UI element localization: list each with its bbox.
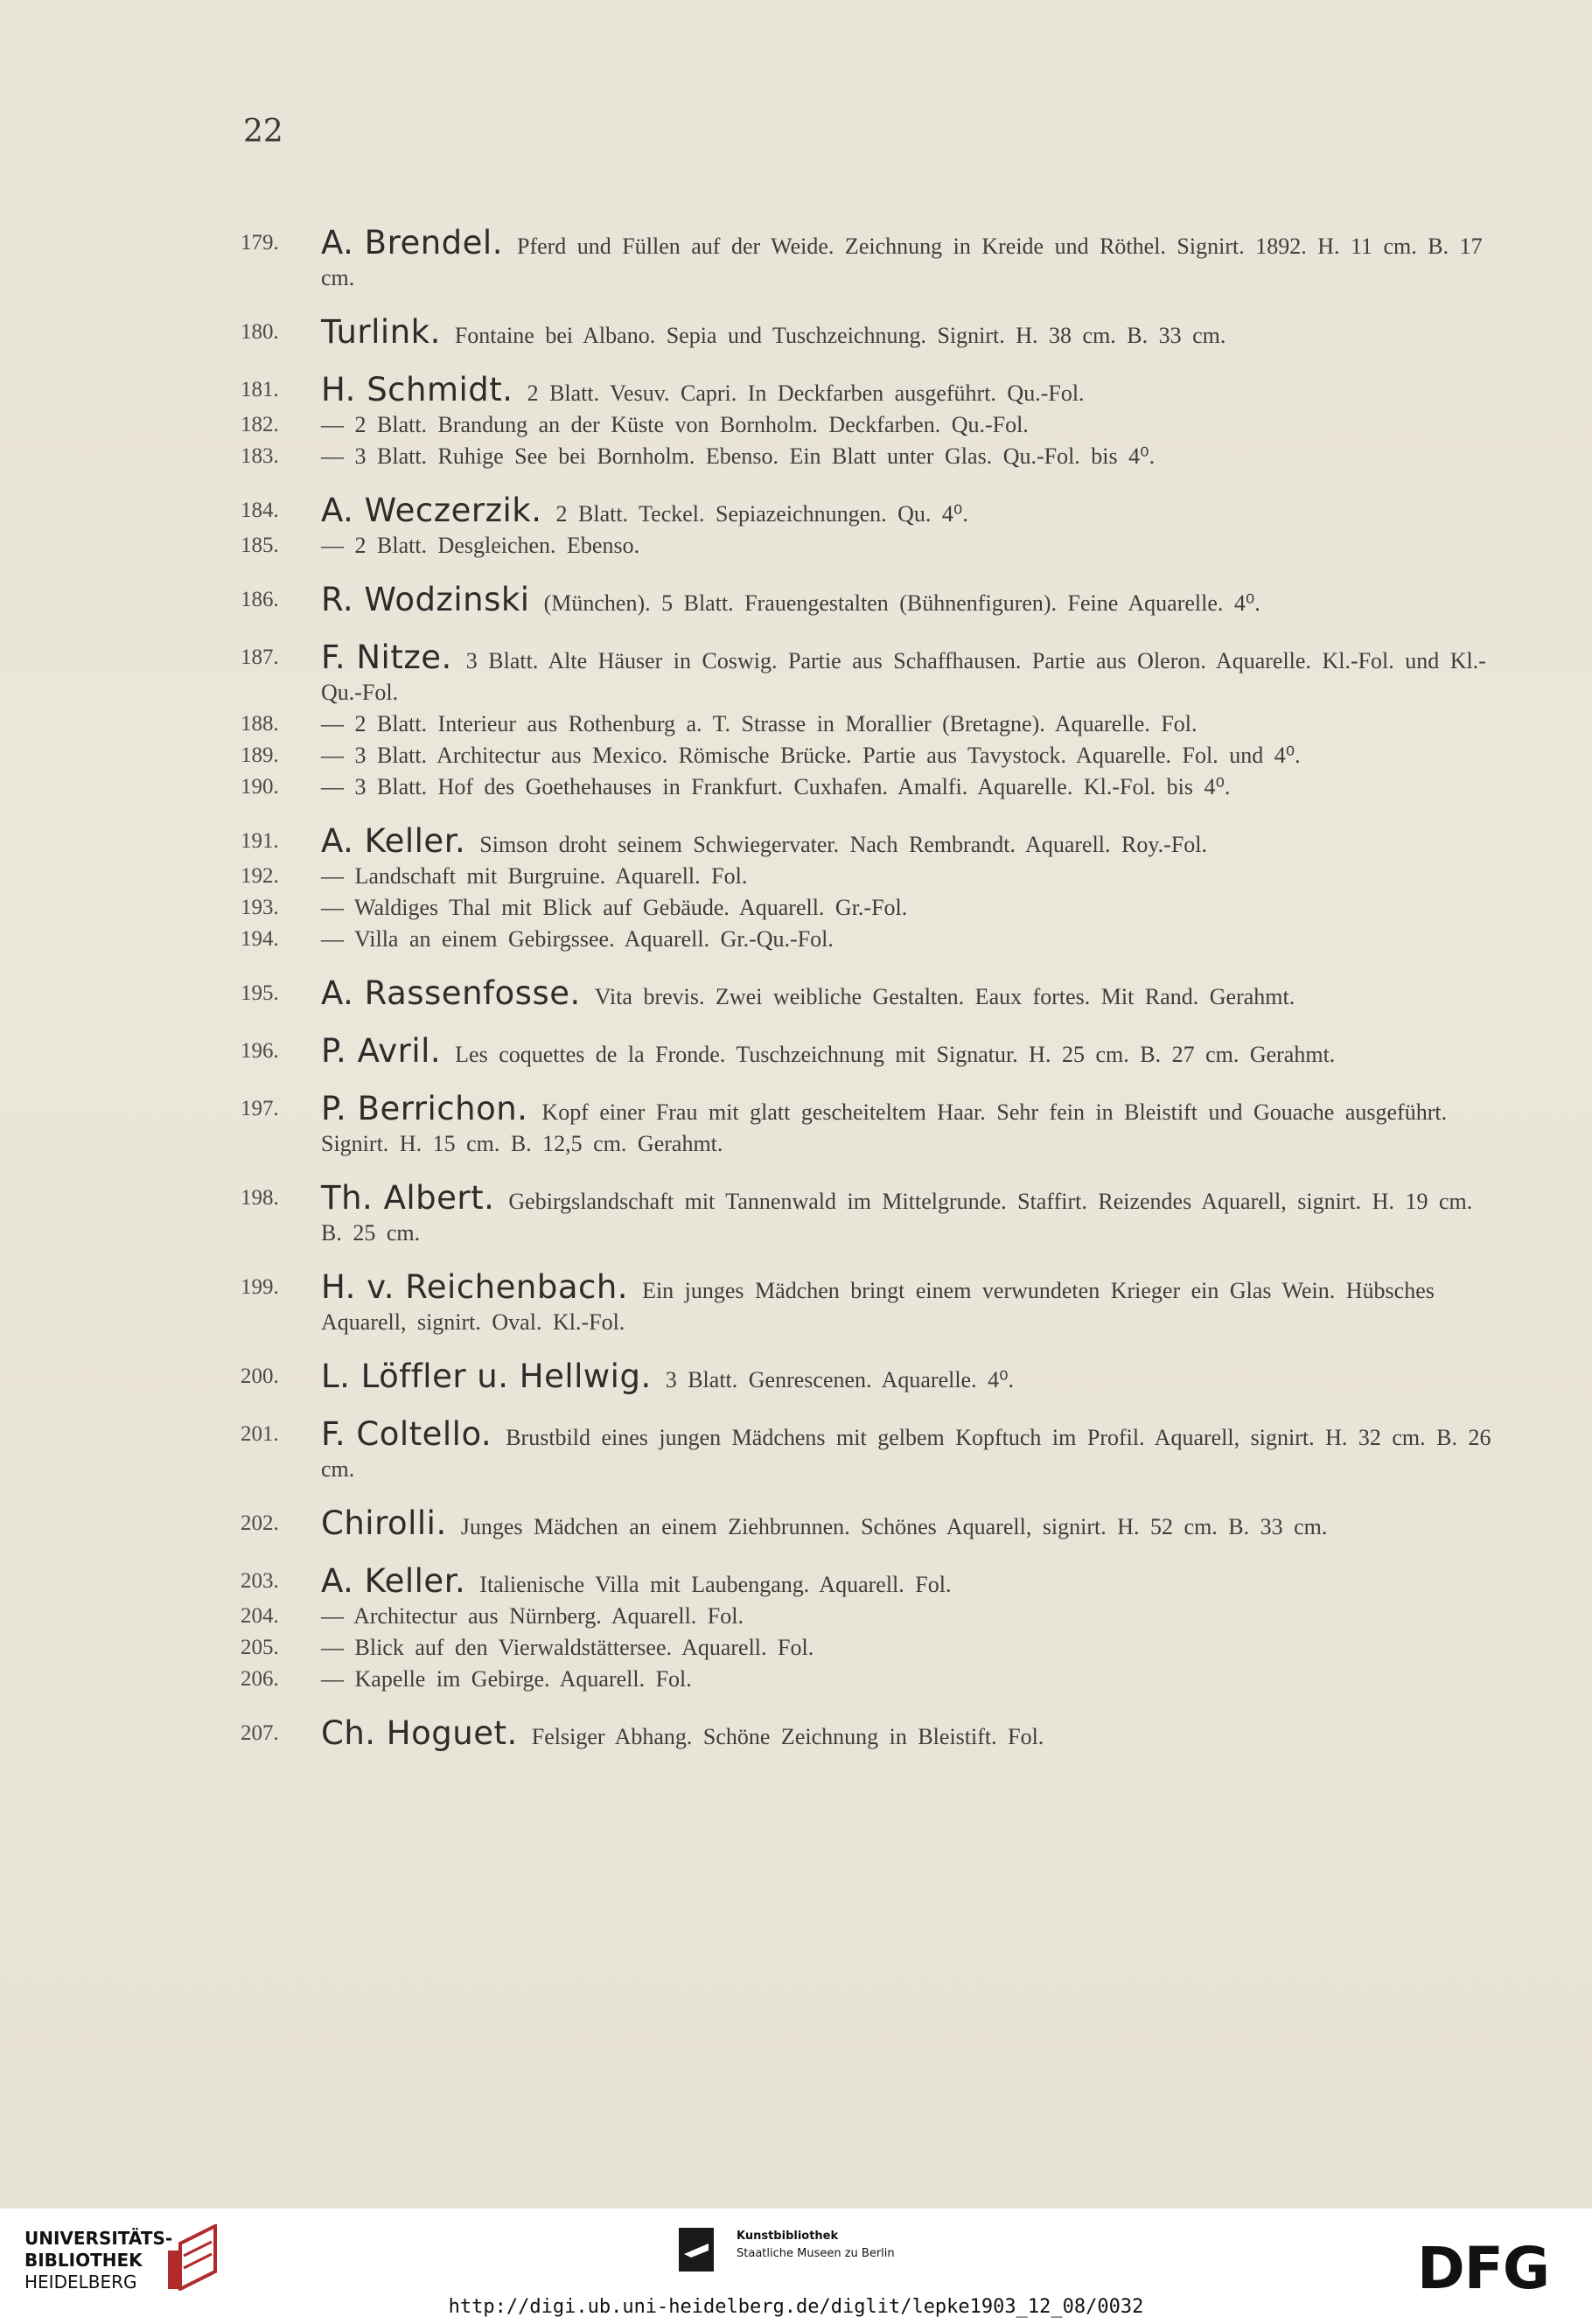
- kunstbibliothek-logo-icon: [679, 2228, 714, 2272]
- catalogue-entry: [241, 1032, 1500, 1071]
- entry-description: — 2 Blatt. Brandung an der Küste von Bornholm. Deckfarben. Qu.-Fol.: [321, 412, 1029, 437]
- entry-number: 195.: [241, 981, 279, 1005]
- entry-description: — 2 Blatt. Desgleichen. Ebenso.: [321, 533, 640, 558]
- entry-artist: F. Coltello.: [321, 1415, 492, 1453]
- entry-number: 205.: [241, 1636, 279, 1659]
- entry-description: Les coquettes de la Fronde. Tuschzeichnung mit Signatur. H. 25 cm. B. 27 cm. Gerahmt.: [455, 1042, 1336, 1067]
- entry-description: Fontaine bei Albano. Sepia und Tuschzeichnung. Signirt. H. 38 cm. B. 33 cm.: [454, 323, 1226, 348]
- catalogue-entry: [241, 1357, 1500, 1396]
- entry-description: — 3 Blatt. Architectur aus Mexico. Römische Brücke. Partie aus Tavystock. Aquarelle. Fol. und 4⁰.: [321, 743, 1301, 768]
- entry-number: 203.: [241, 1569, 279, 1593]
- entry-artist: A. Weczerzik.: [321, 492, 542, 529]
- entry-number: 180.: [241, 320, 279, 344]
- entry-number: 207.: [241, 1721, 279, 1745]
- entry-description: Kopf einer Frau mit glatt gescheiteltem Haar. Sehr fein in Bleistift und Gouache ausgeführt. Signirt. H. 15 cm. B. 12,5 cm. Gerahmt.: [321, 1099, 1448, 1156]
- entry-number: 198.: [241, 1186, 279, 1210]
- entry-description: Vita brevis. Zwei weibliche Gestalten. Eaux fortes. Mit Rand. Gerahmt.: [594, 984, 1295, 1009]
- entry-number: 200.: [241, 1364, 279, 1388]
- entry-artist: A. Brendel.: [321, 224, 503, 262]
- entry-description: — 2 Blatt. Interieur aus Rothenburg a. T. Strasse in Morallier (Bretagne). Aquarelle. Fol.: [321, 711, 1197, 736]
- entry-description: — Architectur aus Nürnberg. Aquarell. Fol.: [321, 1603, 744, 1629]
- entry-number: 190.: [241, 775, 279, 799]
- entry-number: 186.: [241, 588, 279, 611]
- entry-artist: R. Wodzinski: [321, 581, 530, 618]
- entry-description: Simson droht seinem Schwiegervater. Nach Rembrandt. Aquarell. Roy.-Fol.: [479, 832, 1208, 857]
- catalogue-entry: [241, 1601, 1500, 1632]
- catalogue-entry: [241, 1664, 1500, 1695]
- entry-description: Gebirgslandschaft mit Tannenwald im Mittelgrunde. Staffirt. Reizendes Aquarell, signirt. H. 19 cm. B. 25 cm.: [321, 1189, 1473, 1246]
- entry-artist: Ch. Hoguet.: [321, 1714, 518, 1752]
- catalogue-entry: [241, 224, 1500, 294]
- entry-artist: Th. Albert.: [321, 1179, 495, 1217]
- entry-artist: H. v. Reichenbach.: [321, 1268, 629, 1306]
- entry-artist: Chirolli.: [321, 1504, 447, 1542]
- entry-number: 193.: [241, 896, 279, 919]
- catalogue-entry: [241, 974, 1500, 1013]
- entry-number: 197.: [241, 1097, 279, 1120]
- catalogue-entry: [241, 861, 1500, 892]
- entry-number: 185.: [241, 534, 279, 557]
- entry-number: 181.: [241, 378, 279, 401]
- catalogue-entry: [241, 639, 1500, 708]
- entry-description: — Kapelle im Gebirge. Aquarell. Fol.: [321, 1666, 692, 1692]
- entry-description: Felsiger Abhang. Schöne Zeichnung in Bleistift. Fol.: [531, 1724, 1044, 1749]
- catalogue-entry: [241, 1268, 1500, 1338]
- catalogue-entry: [241, 441, 1500, 472]
- entry-number: 188.: [241, 712, 279, 736]
- ub-line3: HEIDELBERG: [24, 2272, 137, 2293]
- entry-artist: A. Keller.: [321, 822, 466, 860]
- entry-number: 199.: [241, 1275, 279, 1299]
- entry-description: 3 Blatt. Alte Häuser in Coswig. Partie aus Schaffhausen. Partie aus Oleron. Aquarelle. Kl.-Fol. und Kl.-Qu.-Fol.: [321, 648, 1486, 705]
- entry-description: Ein junges Mädchen bringt einem verwundeten Krieger ein Glas Wein. Hübsches Aquarell, signirt. Oval. Kl.-Fol.: [321, 1278, 1435, 1335]
- entry-description: 3 Blatt. Genrescenen. Aquarelle. 4⁰.: [665, 1367, 1015, 1392]
- catalogue-entry: [241, 1504, 1500, 1543]
- ub-heidelberg-logo-icon: [164, 2224, 219, 2291]
- permalink-url[interactable]: http://digi.ub.uni-heidelberg.de/diglit/lepke1903_12_08/0032: [448, 2296, 1144, 2318]
- entry-description: 2 Blatt. Teckel. Sepiazeichnungen. Qu. 4⁰.: [555, 501, 968, 527]
- ub-line1: UNIVERSITÄTS-: [24, 2228, 173, 2249]
- entry-number: 189.: [241, 743, 279, 767]
- catalogue-entry: [241, 530, 1500, 562]
- ub-heidelberg-wordmark[interactable]: [24, 2228, 172, 2293]
- catalogue-entry: [241, 771, 1500, 803]
- entry-description: — Landschaft mit Burgruine. Aquarell. Fol.: [321, 863, 748, 889]
- entry-number: 182.: [241, 413, 279, 436]
- entry-artist: F. Nitze.: [321, 639, 452, 676]
- catalogue-entry: [241, 1179, 1500, 1249]
- entry-artist: H. Schmidt.: [321, 371, 513, 408]
- entry-number: 201.: [241, 1422, 279, 1446]
- entry-number: 204.: [241, 1604, 279, 1628]
- entry-description: — Blick auf den Vierwaldstättersee. Aquarell. Fol.: [321, 1635, 814, 1660]
- entry-description: Pferd und Füllen auf der Weide. Zeichnung in Kreide und Röthel. Signirt. 1892. H. 11 cm. B. 17 cm.: [321, 234, 1483, 290]
- page-number: 22: [243, 114, 283, 150]
- entry-number: 183.: [241, 444, 279, 468]
- catalogue-entries: [241, 224, 1500, 1753]
- entry-number: 194.: [241, 927, 279, 951]
- catalogue-entry: [241, 708, 1500, 740]
- footer-bar: [0, 2209, 1592, 2324]
- entry-artist: P. Avril.: [321, 1032, 442, 1070]
- entry-description: — 3 Blatt. Ruhige See bei Bornholm. Ebenso. Ein Blatt unter Glas. Qu.-Fol. bis 4⁰.: [321, 443, 1156, 469]
- dfg-logo[interactable]: DFG: [1417, 2235, 1550, 2302]
- entry-artist: L. Löffler u. Hellwig.: [321, 1357, 652, 1395]
- catalogue-entry: [241, 492, 1500, 530]
- catalogue-entry: [241, 1714, 1500, 1753]
- entry-number: 179.: [241, 231, 279, 255]
- entry-description: 2 Blatt. Vesuv. Capri. In Deckfarben ausgeführt. Qu.-Fol.: [527, 380, 1085, 406]
- catalogue-entry: [241, 313, 1500, 352]
- catalogue-entry: [241, 1415, 1500, 1485]
- entry-artist: A. Rassenfosse.: [321, 974, 581, 1012]
- catalogue-entry: [241, 409, 1500, 441]
- entry-description: — Waldiges Thal mit Blick auf Gebäude. Aquarell. Gr.-Fol.: [321, 895, 908, 920]
- catalogue-entry: [241, 1562, 1500, 1601]
- catalogue-entry: [241, 822, 1500, 861]
- entry-description: (München). 5 Blatt. Frauengestalten (Bühnenfiguren). Feine Aquarelle. 4⁰.: [543, 590, 1260, 616]
- entry-artist: P. Berrichon.: [321, 1090, 528, 1127]
- catalogue-entry: [241, 581, 1500, 619]
- kb-line1: Kunstbibliothek: [737, 2230, 839, 2243]
- catalogue-entry: [241, 740, 1500, 771]
- catalogue-entry: [241, 371, 1500, 409]
- catalogue-entry: [241, 892, 1500, 924]
- entry-number: 202.: [241, 1511, 279, 1535]
- entry-number: 206.: [241, 1667, 279, 1691]
- entry-artist: Turlink.: [321, 313, 441, 351]
- catalogue-entry: [241, 924, 1500, 955]
- entry-number: 196.: [241, 1039, 279, 1063]
- kb-line2: Staatliche Museen zu Berlin: [737, 2247, 895, 2260]
- entry-number: 192.: [241, 864, 279, 888]
- catalogue-entry: [241, 1090, 1500, 1160]
- entry-number: 187.: [241, 646, 279, 669]
- entry-artist: A. Keller.: [321, 1562, 466, 1600]
- entry-description: Italienische Villa mit Laubengang. Aquarell. Fol.: [479, 1572, 952, 1597]
- kunstbibliothek-wordmark[interactable]: [737, 2228, 895, 2263]
- ub-line2: BIBLIOTHEK: [24, 2250, 143, 2271]
- entry-description: Junges Mädchen an einem Ziehbrunnen. Schönes Aquarell, signirt. H. 52 cm. B. 33 cm.: [460, 1514, 1328, 1539]
- entry-number: 184.: [241, 499, 279, 522]
- entry-description: Brustbild eines jungen Mädchens mit gelbem Kopftuch im Profil. Aquarell, signirt. H. 32 cm. B. 26 cm.: [321, 1425, 1491, 1482]
- entry-number: 191.: [241, 829, 279, 853]
- entry-description: — Villa an einem Gebirgssee. Aquarell. Gr.-Qu.-Fol.: [321, 926, 834, 952]
- catalogue-entry: [241, 1632, 1500, 1664]
- entry-description: — 3 Blatt. Hof des Goethehauses in Frankfurt. Cuxhafen. Amalfi. Aquarelle. Kl.-Fol. bis 4⁰.: [321, 774, 1231, 799]
